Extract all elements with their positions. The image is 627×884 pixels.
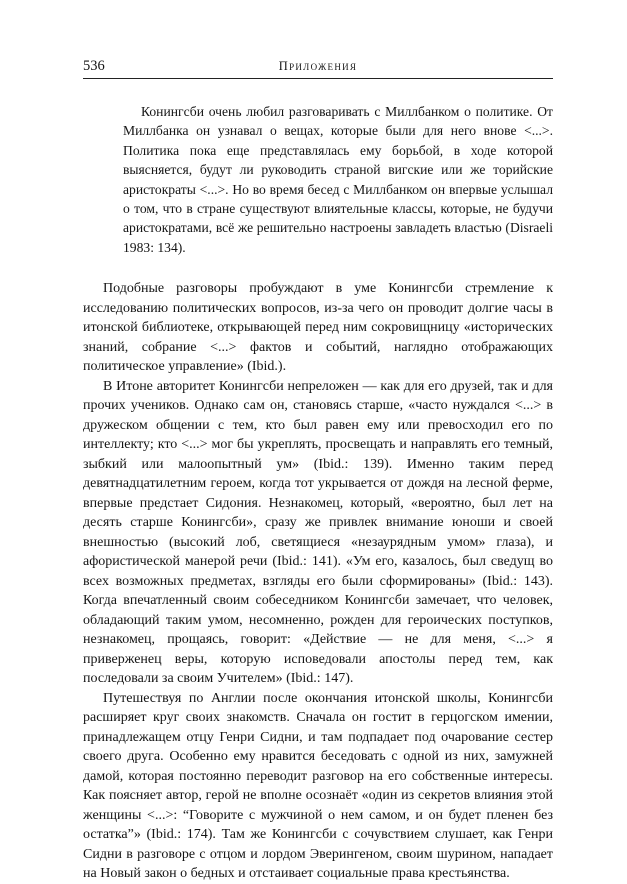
page-number: 536 [83, 58, 105, 74]
page-body [83, 102, 553, 884]
page-header [83, 56, 553, 79]
running-head: Приложения [278, 59, 358, 73]
paragraph-spacer [83, 257, 553, 279]
body-paragraph: Путешествуя по Англии после окончания итонской школы, Конингсби расширяет круг своих знакомств. Сначала он гостит в герцогском имении, принадлежащем отцу Генри Сидни, и там подпадает под очарование сестер своего друга. Особенно ему нравится беседовать с одной из них, замужней дамой, которая постоянно переводит разговор на его собственные интересы. Как поясняет автор, герой не вполне осознаёт «один из секретов влияния этой женщины <...>: “Говорите с мужчиной о нем самом, и он будет пленен без остатка”» (Ibid.: 174). Там же Конингсби с сочувствием слушает, как Генри Сидни в разговоре с отцом и лордом Эверингеном, своим шурином, нападает на Новый закон о бедных и отстаивает социальные права крестьянства. [83, 690, 553, 882]
body-paragraph: В Итоне авторитет Конингсби непреложен — как для его друзей, так и для прочих учеников. Однако сам он, становясь старше, «часто нуждался <...> в дружеском общении с тем, кто был равен ему или превосходил его по интеллекту; кто <...> мог бы укреплять, просвещать и направлять его темный, зыбкий или малоопытный ум» (Ibid.: 139). Именно таким перед девятнадцатилетним героем, когда тот укрывается от дождя на лесной ферме, впервые предстает Сидония. Незнакомец, который, «вероятно, был лет на десять старше Конингсби», сразу же привлек внимание юноши и своей внешностью (высокий лоб, светящиеся «незаурядным умом» глаза), и афористической манерой речи (Ibid.: 141). «Ум его, казалось, был сведущ во всех возможных предметах, взгляды его были сформированы» (Ibid.: 143). Когда впечатленный своим собеседником Конингсби замечает, что человек, обладающий таким умом, несомненно, рожден для героических поступков, незнакомец, прощаясь, говорит: «Действие — не для меня, <...> я приверженец веры, которую исповедовали апостолы перед тем, как последовали за своим Учителем» (Ibid.: 147). [83, 378, 553, 687]
block-quote: Конингсби очень любил разговаривать с Миллбанком о политике. От Миллбанка он узнавал о вещах, которые были для него вновe <...>. Политика пока еще представлялась ему борьбой, в ходе которой выясняется, будут ли руководить страной вигские или же торийские аристократы <...>. Но во время бесед с Миллбанком он впервые услышал о том, что в стране существуют влиятельные классы, которые, не будучи аристократами, всё же решительно настроены завладеть властью (Disraeli 1983: 134). [123, 104, 553, 255]
body-paragraph: Подобные разговоры пробуждают в уме Конингсби стремление к исследованию политических вопросов, из-за чего он проводит долгие часы в итонской библиотеке, открывающей перед ним сокровищницу «исторических знаний, собрание <...> фактов и событий, наглядно отображающих политическое управление» (Ibid.). [83, 281, 553, 375]
